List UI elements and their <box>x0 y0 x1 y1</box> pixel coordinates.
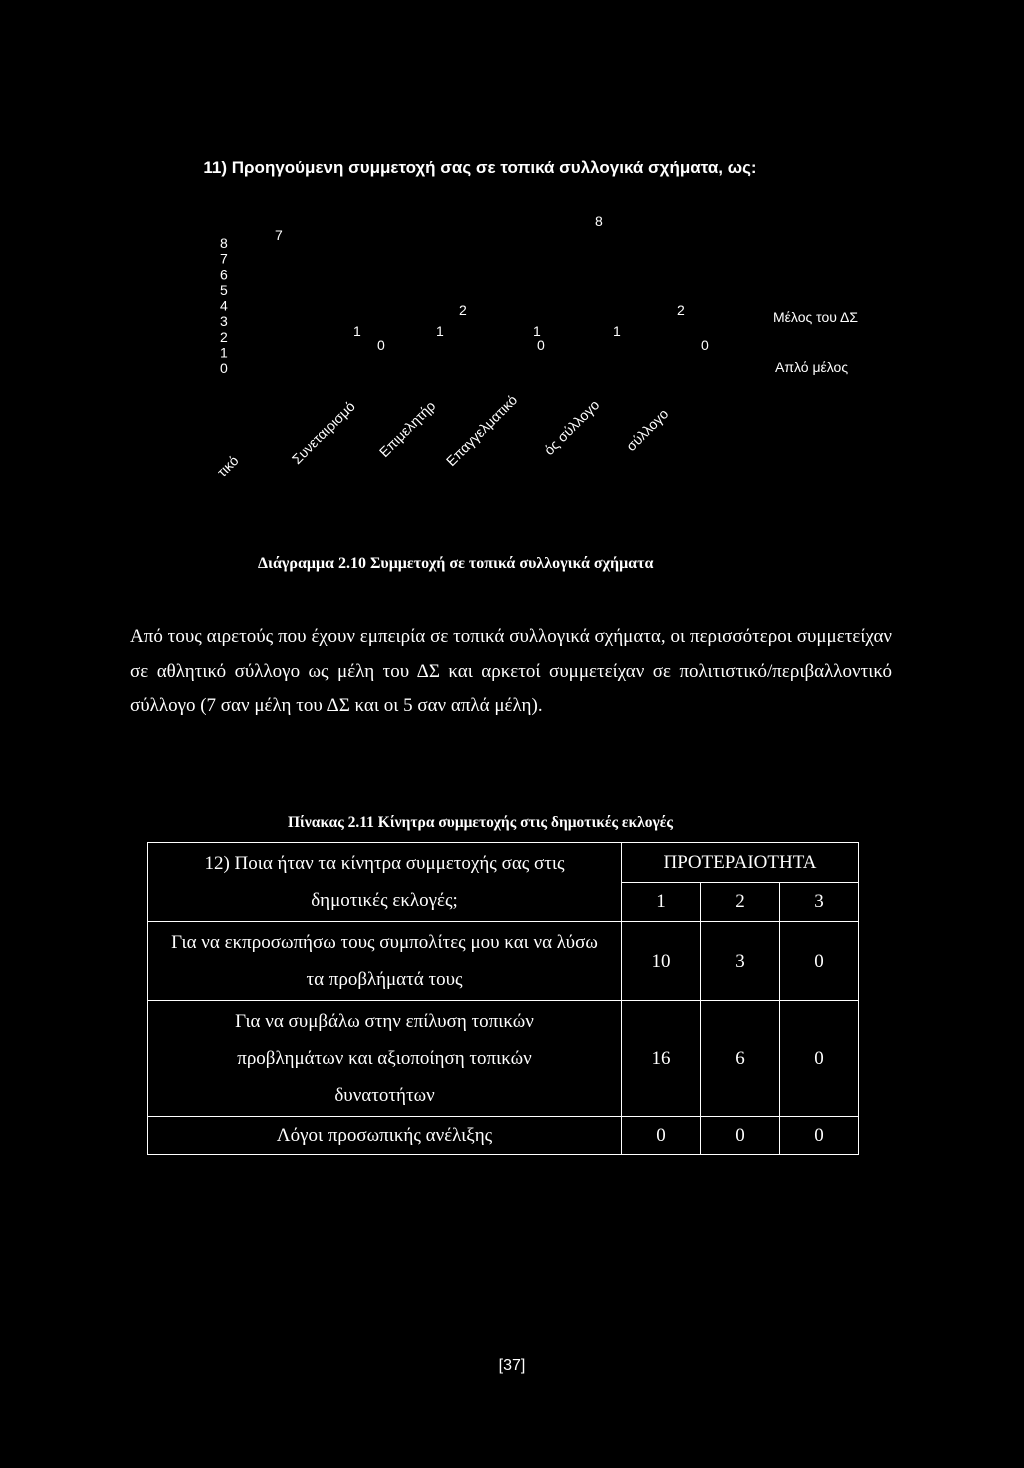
y-tick-label: 7 <box>220 250 228 267</box>
data-label-floating: 7 <box>275 227 283 243</box>
table-row <box>148 1001 859 1117</box>
priority-header: ΠΡΟΤΕΡΑΙΟΤΗΤΑ <box>622 843 859 883</box>
y-tick-label: 2 <box>220 328 228 345</box>
priority-col-2: 2 <box>701 882 780 922</box>
body-paragraph: Από τους αιρετούς που έχουν εμπειρία σε τοπικά συλλογικά σχήματα, οι περισσότεροι συμμετείχαν σε αθλητικό σύλλογο ως μέλη του ΔΣ και αρκετοί συμμετείχαν σε πολιτιστικό/περιβαλλοντικό σύλλογο (7 σαν μέλη του ΔΣ και οι 5 σαν απλά μέλη). <box>130 626 892 716</box>
data-label-member-board: 1 <box>613 323 621 339</box>
table-row <box>148 1117 859 1155</box>
y-tick-label: 4 <box>220 297 228 314</box>
chart-title: 11) Προηγούμενη συμμετοχή σας σε τοπικά συλλογικά σχήματα, ως: <box>203 158 757 177</box>
data-label-simple-member: 2 <box>459 302 467 318</box>
priority-col-1: 1 <box>622 882 701 922</box>
data-label-simple-member: 0 <box>537 337 545 353</box>
motives-table <box>147 842 859 1155</box>
y-tick-label: 5 <box>220 281 228 298</box>
row-value: 0 <box>701 1117 780 1155</box>
data-label-member-board: 1 <box>436 323 444 339</box>
chart <box>0 0 1024 520</box>
category-label: σύλλογο <box>622 405 672 455</box>
y-axis-ticks <box>220 235 228 376</box>
priority-col-3: 3 <box>780 882 859 922</box>
row-value: 0 <box>780 1117 859 1155</box>
row-label: Για να συμβάλω στην επίλυση τοπικών προβλημάτων και αξιοποίηση τοπικών δυνατοτήτων <box>148 1001 622 1117</box>
y-tick-label: 3 <box>220 313 228 330</box>
category-label: Επαγγελματικό <box>442 391 521 470</box>
data-label-member-board: 1 <box>533 323 541 339</box>
row-value: 10 <box>622 922 701 1001</box>
legend-item-member-board: Μέλος του ΔΣ <box>773 309 859 325</box>
page-number: [37] <box>498 1357 526 1374</box>
y-tick-label: 8 <box>220 235 228 251</box>
category-label: Συνεταιρισμό <box>288 398 358 468</box>
row-value: 0 <box>780 1001 859 1117</box>
data-labels <box>275 213 709 353</box>
row-value: 0 <box>622 1117 701 1155</box>
diagram-caption: Διάγραμμα 2.10 Συμμετοχή σε τοπικά συλλογικά σχήματα <box>258 555 654 572</box>
data-label-simple-member: 0 <box>701 337 709 353</box>
row-label: Για να εκπροσωπήσω τους συμπολίτες μου και να λύσω τα προβλήματά τους <box>148 922 622 1001</box>
table-header-row <box>148 843 859 883</box>
legend-item-simple-member: Απλό μέλος <box>775 359 849 375</box>
row-value: 6 <box>701 1001 780 1117</box>
category-label: τικό <box>213 452 242 481</box>
table-row <box>148 922 859 1001</box>
data-label-floating: 8 <box>595 213 603 229</box>
row-label: Λόγοι προσωπικής ανέλιξης <box>148 1117 622 1155</box>
data-label-simple-member: 2 <box>677 302 685 318</box>
row-value: 0 <box>780 922 859 1001</box>
y-tick-label: 0 <box>220 360 228 376</box>
question-cell: 12) Ποια ήταν τα κίνητρα συμμετοχής σας στις δημοτικές εκλογές; <box>148 843 622 922</box>
category-labels <box>214 392 672 481</box>
y-tick-label: 1 <box>220 344 228 361</box>
legend <box>773 309 858 375</box>
category-label: Επιμελητήρ <box>375 397 439 461</box>
row-value: 3 <box>701 922 780 1001</box>
y-tick-label: 6 <box>220 266 228 283</box>
row-value: 16 <box>622 1001 701 1117</box>
table-caption: Πίνακας 2.11 Κίνητρα συμμετοχής στις δημοτικές εκλογές <box>288 814 673 831</box>
category-label: ός σύλλογο <box>540 396 603 459</box>
data-label-simple-member: 0 <box>377 337 385 353</box>
data-label-member-board: 1 <box>353 323 361 339</box>
